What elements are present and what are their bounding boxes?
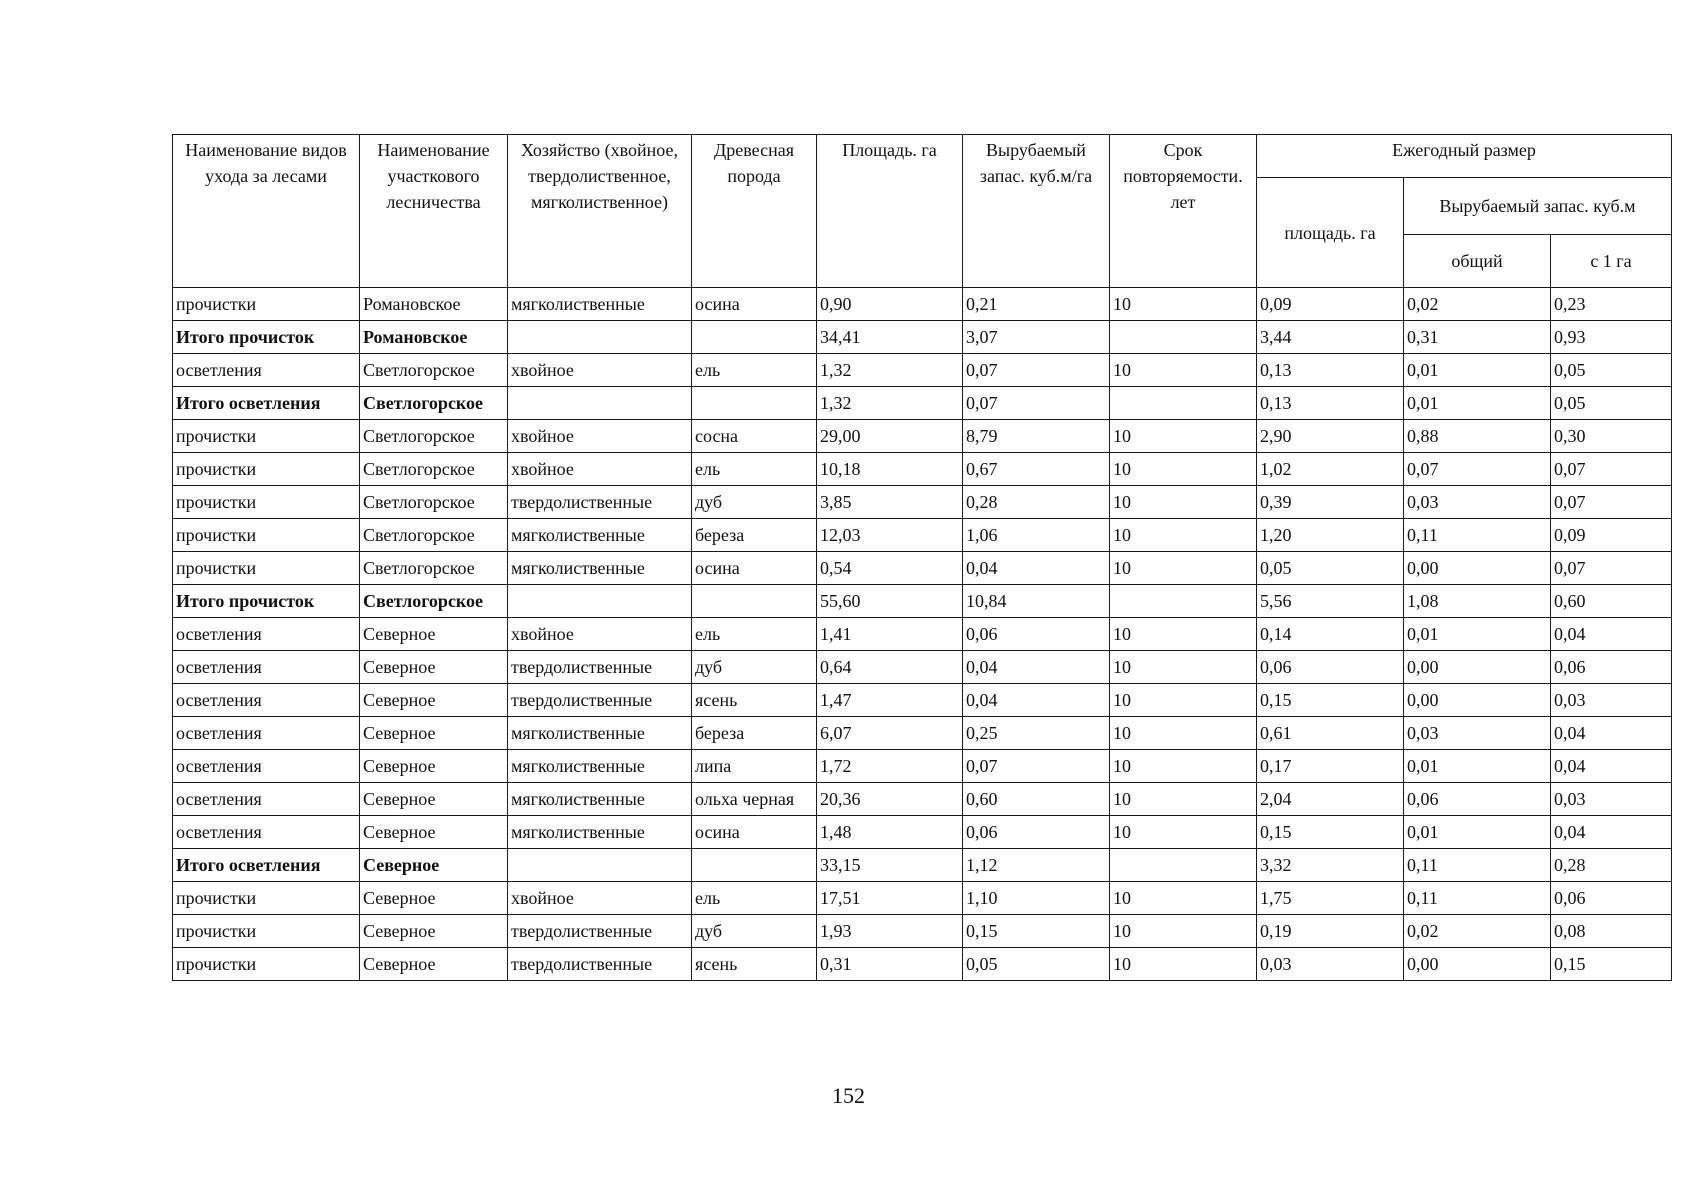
table-cell: 0,08 xyxy=(1551,915,1672,948)
table-cell: 1,20 xyxy=(1257,519,1404,552)
table-cell: 0,15 xyxy=(963,915,1110,948)
table-cell: 0,13 xyxy=(1257,354,1404,387)
table-cell xyxy=(692,849,817,882)
table-cell: 10 xyxy=(1110,783,1257,816)
table-cell: мягколиственные xyxy=(508,552,692,585)
table-cell: Северное xyxy=(360,783,508,816)
table-cell: 0,00 xyxy=(1404,552,1551,585)
table-cell xyxy=(1110,321,1257,354)
table-cell: осветления xyxy=(173,783,360,816)
forest-care-table xyxy=(172,134,1672,981)
table-row xyxy=(173,948,1672,981)
table-cell: ясень xyxy=(692,684,817,717)
table-cell: 0,01 xyxy=(1404,354,1551,387)
table-cell: 0,30 xyxy=(1551,420,1672,453)
table-cell: 0,39 xyxy=(1257,486,1404,519)
table-cell: Светлогорское xyxy=(360,387,508,420)
table-cell: 0,03 xyxy=(1404,717,1551,750)
table-cell: 0,04 xyxy=(1551,717,1672,750)
table-cell: 0,15 xyxy=(1257,684,1404,717)
table-cell: 0,23 xyxy=(1551,288,1672,321)
table-cell: 0,03 xyxy=(1551,684,1672,717)
table-cell xyxy=(508,321,692,354)
table-cell: 0,15 xyxy=(1257,816,1404,849)
header-recurrence-period: Срок повторяемости. лет xyxy=(1110,135,1257,288)
table-header xyxy=(173,135,1672,288)
table-cell: 0,28 xyxy=(1551,849,1672,882)
table-cell: 1,75 xyxy=(1257,882,1404,915)
table-cell: 1,32 xyxy=(817,354,963,387)
table-row xyxy=(173,651,1672,684)
table-cell: 10 xyxy=(1110,618,1257,651)
table-cell: 0,11 xyxy=(1404,882,1551,915)
table-cell: Северное xyxy=(360,684,508,717)
table-cell: 1,12 xyxy=(963,849,1110,882)
table-cell: 0,60 xyxy=(1551,585,1672,618)
table-cell: ольха черная xyxy=(692,783,817,816)
table-cell: прочистки xyxy=(173,915,360,948)
table-cell: хвойное xyxy=(508,354,692,387)
table-cell: мягколиственные xyxy=(508,519,692,552)
table-cell: 0,05 xyxy=(963,948,1110,981)
table-cell: мягколиственные xyxy=(508,288,692,321)
table-body xyxy=(173,288,1672,981)
table-cell: 1,06 xyxy=(963,519,1110,552)
table-cell: 6,07 xyxy=(817,717,963,750)
table-cell: ясень xyxy=(692,948,817,981)
table-cell: 0,04 xyxy=(963,684,1110,717)
table-cell: 0,07 xyxy=(1404,453,1551,486)
table-cell: 10 xyxy=(1110,486,1257,519)
header-economy: Хозяйство (хвойное, твердолиственное, мягколиственное) xyxy=(508,135,692,288)
table-cell xyxy=(508,849,692,882)
table-cell: 8,79 xyxy=(963,420,1110,453)
table-cell: прочистки xyxy=(173,882,360,915)
table-cell: 1,08 xyxy=(1404,585,1551,618)
table-cell: 0,15 xyxy=(1551,948,1672,981)
table-cell xyxy=(1110,387,1257,420)
table-cell: Светлогорское xyxy=(360,420,508,453)
table-cell: осина xyxy=(692,288,817,321)
table-row xyxy=(173,618,1672,651)
header-annual-stock: Вырубаемый запас. куб.м xyxy=(1404,178,1672,235)
table-cell: 0,06 xyxy=(1551,882,1672,915)
table-cell: Итого прочисток xyxy=(173,585,360,618)
table-cell: 0,06 xyxy=(1551,651,1672,684)
table-cell: 1,32 xyxy=(817,387,963,420)
table-cell: 0,90 xyxy=(817,288,963,321)
table-cell: 0,28 xyxy=(963,486,1110,519)
table-cell: 0,11 xyxy=(1404,519,1551,552)
table-cell: 0,04 xyxy=(1551,618,1672,651)
table-cell: Романовское xyxy=(360,321,508,354)
table-cell: 2,90 xyxy=(1257,420,1404,453)
table-row xyxy=(173,552,1672,585)
table-row xyxy=(173,915,1672,948)
table-cell: осветления xyxy=(173,651,360,684)
table-cell: 0,04 xyxy=(963,552,1110,585)
table-cell: 0,06 xyxy=(963,618,1110,651)
table-cell: 10,18 xyxy=(817,453,963,486)
table-cell: 0,07 xyxy=(963,750,1110,783)
table-cell: Романовское xyxy=(360,288,508,321)
table-cell: 10 xyxy=(1110,288,1257,321)
table-cell: твердолиственные xyxy=(508,684,692,717)
table-cell: Северное xyxy=(360,618,508,651)
table-cell: хвойное xyxy=(508,882,692,915)
table-cell: 3,32 xyxy=(1257,849,1404,882)
table-cell: прочистки xyxy=(173,948,360,981)
header-annual-area: площадь. га xyxy=(1257,178,1404,288)
table-cell: твердолиственные xyxy=(508,948,692,981)
table-cell: осветления xyxy=(173,354,360,387)
table-cell: 10 xyxy=(1110,453,1257,486)
table-cell: 3,85 xyxy=(817,486,963,519)
table-cell: дуб xyxy=(692,651,817,684)
table-cell: 0,07 xyxy=(1551,552,1672,585)
table-row xyxy=(173,519,1672,552)
table-cell: твердолиственные xyxy=(508,915,692,948)
table-summary-row xyxy=(173,585,1672,618)
table-cell: 0,09 xyxy=(1551,519,1672,552)
table-cell: Светлогорское xyxy=(360,552,508,585)
table-cell: 0,60 xyxy=(963,783,1110,816)
table-cell: осветления xyxy=(173,684,360,717)
table-cell: Итого осветления xyxy=(173,849,360,882)
table-cell: 0,03 xyxy=(1257,948,1404,981)
table-cell: 0,00 xyxy=(1404,948,1551,981)
table-cell: липа xyxy=(692,750,817,783)
table-cell: 10 xyxy=(1110,519,1257,552)
table-cell: осветления xyxy=(173,750,360,783)
table-cell: мягколиственные xyxy=(508,816,692,849)
table-cell: ель xyxy=(692,882,817,915)
table-cell: 55,60 xyxy=(817,585,963,618)
table-cell: прочистки xyxy=(173,486,360,519)
table-cell: осветления xyxy=(173,618,360,651)
table-cell: 20,36 xyxy=(817,783,963,816)
table-cell: 0,13 xyxy=(1257,387,1404,420)
table-cell: Светлогорское xyxy=(360,585,508,618)
table-row xyxy=(173,453,1672,486)
table-cell: Итого прочисток xyxy=(173,321,360,354)
table-cell: 0,01 xyxy=(1404,618,1551,651)
table-cell: 12,03 xyxy=(817,519,963,552)
table-cell: 0,17 xyxy=(1257,750,1404,783)
table-cell: 1,02 xyxy=(1257,453,1404,486)
table-cell: дуб xyxy=(692,915,817,948)
table-cell: 0,00 xyxy=(1404,684,1551,717)
table-cell: 0,06 xyxy=(963,816,1110,849)
table-cell xyxy=(1110,585,1257,618)
table-cell: Северное xyxy=(360,816,508,849)
table-cell: Северное xyxy=(360,717,508,750)
table-cell: 10 xyxy=(1110,651,1257,684)
table-row xyxy=(173,684,1672,717)
forest-care-table-container xyxy=(172,134,1672,981)
table-cell: Светлогорское xyxy=(360,519,508,552)
table-cell: 10 xyxy=(1110,552,1257,585)
table-cell: 0,09 xyxy=(1257,288,1404,321)
table-cell: твердолиственные xyxy=(508,486,692,519)
table-cell: 0,04 xyxy=(963,651,1110,684)
table-cell: дуб xyxy=(692,486,817,519)
table-row xyxy=(173,750,1672,783)
table-summary-row xyxy=(173,387,1672,420)
table-cell: 1,72 xyxy=(817,750,963,783)
table-cell: 1,93 xyxy=(817,915,963,948)
table-cell: 0,06 xyxy=(1404,783,1551,816)
table-cell: 0,31 xyxy=(817,948,963,981)
table-cell: сосна xyxy=(692,420,817,453)
table-cell: хвойное xyxy=(508,420,692,453)
table-cell: хвойное xyxy=(508,618,692,651)
table-cell: 10 xyxy=(1110,882,1257,915)
table-cell: мягколиственные xyxy=(508,717,692,750)
header-forestry: Наименование участкового лесничества xyxy=(360,135,508,288)
table-cell: 10 xyxy=(1110,915,1257,948)
table-cell: 0,25 xyxy=(963,717,1110,750)
table-row xyxy=(173,354,1672,387)
table-cell: прочистки xyxy=(173,519,360,552)
table-cell: 10,84 xyxy=(963,585,1110,618)
table-cell: мягколиственные xyxy=(508,750,692,783)
table-cell: 0,06 xyxy=(1257,651,1404,684)
table-cell: 0,04 xyxy=(1551,750,1672,783)
table-cell: хвойное xyxy=(508,453,692,486)
table-cell: Северное xyxy=(360,849,508,882)
table-cell: мягколиственные xyxy=(508,783,692,816)
table-cell: 10 xyxy=(1110,750,1257,783)
table-cell: Северное xyxy=(360,948,508,981)
table-cell: Северное xyxy=(360,915,508,948)
table-cell: прочистки xyxy=(173,552,360,585)
table-cell: 0,61 xyxy=(1257,717,1404,750)
table-cell: 0,31 xyxy=(1404,321,1551,354)
header-tree-species: Древесная порода xyxy=(692,135,817,288)
table-cell: 0,07 xyxy=(1551,486,1672,519)
table-cell: 33,15 xyxy=(817,849,963,882)
table-cell: прочистки xyxy=(173,288,360,321)
table-cell: 2,04 xyxy=(1257,783,1404,816)
table-cell xyxy=(1110,849,1257,882)
table-cell: 0,03 xyxy=(1551,783,1672,816)
table-cell: 0,07 xyxy=(963,354,1110,387)
table-cell: 0,54 xyxy=(817,552,963,585)
header-care-type: Наименование видов ухода за лесами xyxy=(173,135,360,288)
table-cell: Северное xyxy=(360,651,508,684)
header-harvested-stock: Вырубаемый запас. куб.м/га xyxy=(963,135,1110,288)
table-cell: 29,00 xyxy=(817,420,963,453)
header-area: Площадь. га xyxy=(817,135,963,288)
table-cell: Светлогорское xyxy=(360,453,508,486)
table-row xyxy=(173,783,1672,816)
table-cell: 0,01 xyxy=(1404,387,1551,420)
table-cell: Итого осветления xyxy=(173,387,360,420)
table-cell: 0,11 xyxy=(1404,849,1551,882)
table-cell: 0,04 xyxy=(1551,816,1672,849)
table-row xyxy=(173,882,1672,915)
table-cell: 0,05 xyxy=(1551,354,1672,387)
table-cell: Северное xyxy=(360,882,508,915)
table-cell: 1,47 xyxy=(817,684,963,717)
table-cell: береза xyxy=(692,519,817,552)
table-cell: осветления xyxy=(173,816,360,849)
table-cell: 10 xyxy=(1110,717,1257,750)
table-cell: ель xyxy=(692,453,817,486)
table-row xyxy=(173,486,1672,519)
table-cell: 34,41 xyxy=(817,321,963,354)
table-cell: 3,44 xyxy=(1257,321,1404,354)
table-cell xyxy=(692,585,817,618)
table-cell: 3,07 xyxy=(963,321,1110,354)
table-cell: 0,01 xyxy=(1404,816,1551,849)
table-cell: 10 xyxy=(1110,816,1257,849)
table-cell: ель xyxy=(692,618,817,651)
table-cell: Светлогорское xyxy=(360,354,508,387)
header-stock-total: общий xyxy=(1404,235,1551,288)
table-cell: 0,02 xyxy=(1404,288,1551,321)
table-cell: ель xyxy=(692,354,817,387)
table-cell: 1,10 xyxy=(963,882,1110,915)
table-cell xyxy=(692,321,817,354)
table-cell: прочистки xyxy=(173,420,360,453)
table-cell: 0,00 xyxy=(1404,651,1551,684)
table-cell: 0,21 xyxy=(963,288,1110,321)
table-cell: 0,64 xyxy=(817,651,963,684)
table-cell xyxy=(692,387,817,420)
table-cell: осина xyxy=(692,816,817,849)
table-row xyxy=(173,420,1672,453)
table-cell: 0,05 xyxy=(1551,387,1672,420)
table-cell: 0,67 xyxy=(963,453,1110,486)
table-cell: Светлогорское xyxy=(360,486,508,519)
table-cell: 10 xyxy=(1110,684,1257,717)
header-annual-size: Ежегодный размер xyxy=(1257,135,1672,178)
table-summary-row xyxy=(173,321,1672,354)
table-cell: 10 xyxy=(1110,354,1257,387)
table-cell: твердолиственные xyxy=(508,651,692,684)
table-cell: 1,48 xyxy=(817,816,963,849)
table-cell xyxy=(508,387,692,420)
table-cell: 17,51 xyxy=(817,882,963,915)
table-cell: 0,07 xyxy=(1551,453,1672,486)
header-stock-per-ha: с 1 га xyxy=(1551,235,1672,288)
table-cell: 0,88 xyxy=(1404,420,1551,453)
table-cell: прочистки xyxy=(173,453,360,486)
table-cell: 0,02 xyxy=(1404,915,1551,948)
table-cell: 0,14 xyxy=(1257,618,1404,651)
table-cell: 1,41 xyxy=(817,618,963,651)
table-cell: 10 xyxy=(1110,948,1257,981)
table-cell: 0,03 xyxy=(1404,486,1551,519)
table-row xyxy=(173,288,1672,321)
table-cell: 5,56 xyxy=(1257,585,1404,618)
table-cell: 0,07 xyxy=(963,387,1110,420)
table-row xyxy=(173,717,1672,750)
table-row xyxy=(173,816,1672,849)
table-summary-row xyxy=(173,849,1672,882)
table-cell: береза xyxy=(692,717,817,750)
table-cell: 0,19 xyxy=(1257,915,1404,948)
table-cell: 0,93 xyxy=(1551,321,1672,354)
table-cell: осветления xyxy=(173,717,360,750)
table-cell: Северное xyxy=(360,750,508,783)
page-number: 152 xyxy=(832,1083,865,1108)
table-cell: осина xyxy=(692,552,817,585)
table-cell xyxy=(508,585,692,618)
table-cell: 10 xyxy=(1110,420,1257,453)
table-cell: 0,05 xyxy=(1257,552,1404,585)
table-cell: 0,01 xyxy=(1404,750,1551,783)
